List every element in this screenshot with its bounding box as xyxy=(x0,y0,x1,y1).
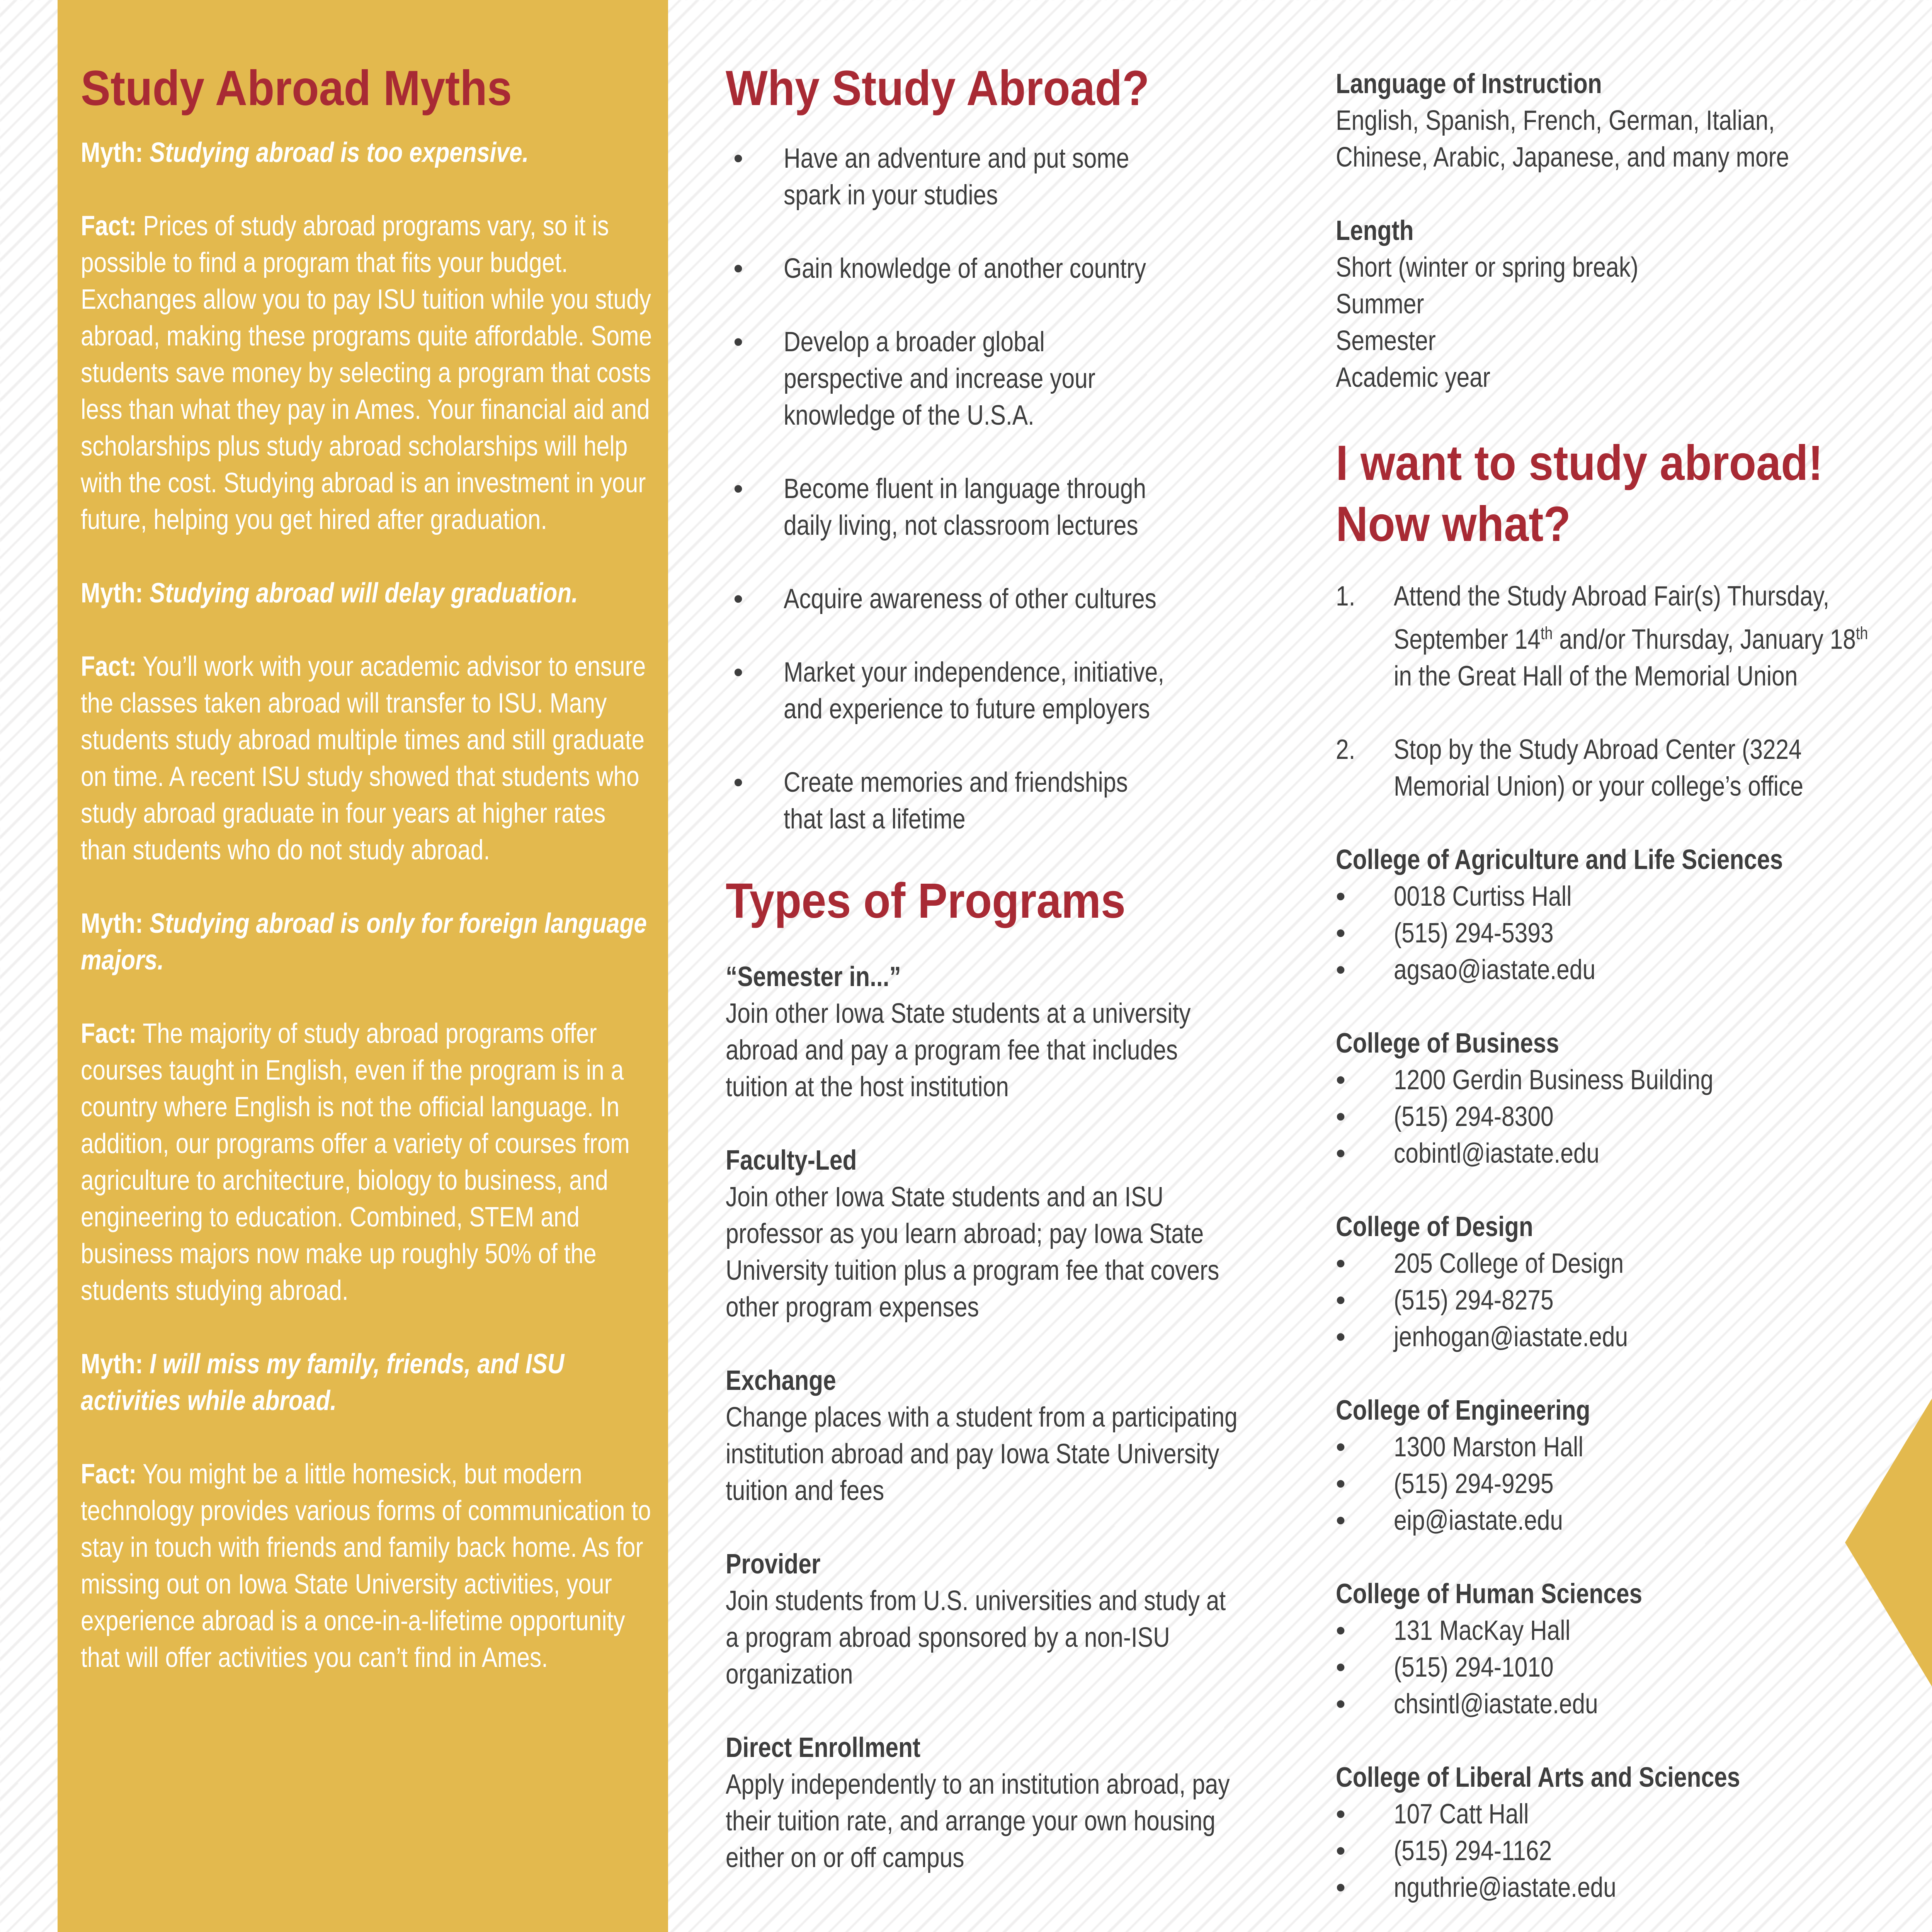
bullet-icon: • xyxy=(733,473,743,504)
bullet-icon: • xyxy=(733,143,743,174)
contact-line xyxy=(1336,1796,1931,1833)
contact-line xyxy=(1336,1099,1931,1135)
bullet-icon: • xyxy=(1336,1248,1346,1279)
program-title: Exchange xyxy=(726,1365,836,1396)
contact-text: 107 Catt Hall xyxy=(1394,1799,1529,1830)
contact-line xyxy=(1336,1282,1931,1319)
program-semester-in xyxy=(726,959,1301,1105)
bullet-icon: • xyxy=(1336,1138,1346,1169)
contact-line xyxy=(1336,1649,1931,1686)
contact-line xyxy=(1336,1319,1931,1355)
myth-2 xyxy=(81,575,652,612)
want-title-line: Now what? xyxy=(1336,497,1571,552)
list-item xyxy=(726,764,1301,838)
contact-line xyxy=(1336,915,1931,952)
length-section xyxy=(1336,213,1931,396)
why-title: Why Study Abroad? xyxy=(726,61,1150,116)
fact-2 xyxy=(81,648,652,869)
length-title: Length xyxy=(1336,215,1414,246)
contact-text: eip@iastate.edu xyxy=(1394,1505,1563,1536)
college-contact xyxy=(1336,1392,1931,1539)
list-item xyxy=(726,140,1301,214)
college-name: College of Design xyxy=(1336,1211,1533,1242)
college-name: College of Liberal Arts and Sciences xyxy=(1336,1762,1740,1793)
bullet-icon: • xyxy=(1336,1872,1346,1903)
bullet-icon: • xyxy=(733,657,743,688)
language-line: English, Spanish, French, German, Italian, xyxy=(1336,105,1775,136)
fact-4 xyxy=(81,1456,652,1676)
bullet-icon: • xyxy=(1336,1432,1346,1463)
myth-3 xyxy=(81,905,652,979)
fact-text: You’ll work with your academic advisor to ensure the classes taken abroad will transfer to ISU. Many students study abroad multiple times and still graduate on time. A recent ISU study showed that students who study abroad graduate in four years at higher rates than students who do not study abroad. xyxy=(81,651,646,866)
program-direct-enrollment xyxy=(726,1730,1301,1876)
myth-label: Myth: xyxy=(81,1349,143,1379)
bullet-icon: • xyxy=(1336,1799,1346,1830)
list-item xyxy=(726,250,1301,287)
fact-label: Fact: xyxy=(81,1018,137,1049)
college-name: College of Agriculture and Life Sciences xyxy=(1336,844,1783,875)
college-contact xyxy=(1336,842,1931,988)
myths-title: Study Abroad Myths xyxy=(81,61,512,116)
contact-line xyxy=(1336,1429,1931,1466)
contact-line xyxy=(1336,1245,1931,1282)
bullet-icon: • xyxy=(1336,881,1346,912)
myths-panel xyxy=(58,0,668,1932)
contact-line xyxy=(1336,1833,1931,1869)
step-text-part: in the Great Hall of the Memorial Union xyxy=(1394,661,1798,692)
bullet-icon: • xyxy=(733,767,743,798)
college-contact xyxy=(1336,1025,1931,1172)
bullet-icon: • xyxy=(733,253,743,284)
myth-label: Myth: xyxy=(81,578,143,609)
myths-body xyxy=(81,134,652,1676)
program-faculty-led xyxy=(726,1142,1301,1326)
program-desc: Apply independently to an institution abroad, pay their tuition rate, and arrange your own housing either on or off campus xyxy=(726,1769,1230,1873)
fact-text: You might be a little homesick, but modern technology provides various forms of communication to stay in touch with friends and family back home. As for missing out on Iowa State University activities, your experience abroad is a once-in-a-lifetime opportunity that will offer activities you can’t find in Ames. xyxy=(81,1459,651,1673)
bullet-icon: • xyxy=(1336,1615,1346,1646)
want-title xyxy=(1336,433,1871,555)
program-title: “Semester in...” xyxy=(726,961,901,992)
step-text-part: Attend the Study Abroad Fair(s) Thursday, September 14 xyxy=(1394,581,1830,655)
contact-text: 1200 Gerdin Business Building xyxy=(1394,1065,1714,1095)
contact-text: (515) 294-1010 xyxy=(1394,1652,1554,1683)
info-column xyxy=(1336,0,1931,1932)
ordinal-suffix: th xyxy=(1540,623,1553,643)
list-item-text: Have an adventure and put some spark in your studies xyxy=(784,143,1129,211)
myth-text: Studying abroad is only for foreign language majors. xyxy=(81,908,647,976)
bullet-icon: • xyxy=(733,327,743,357)
contact-text: 1300 Marston Hall xyxy=(1394,1432,1583,1463)
contact-line xyxy=(1336,878,1931,915)
contact-line xyxy=(1336,1062,1931,1099)
contact-text: (515) 294-8275 xyxy=(1394,1285,1554,1316)
myth-text: Studying abroad is too expensive. xyxy=(150,137,529,168)
fact-1 xyxy=(81,208,652,538)
myth-1 xyxy=(81,134,652,171)
fact-label: Fact: xyxy=(81,211,137,242)
step-number: 2. xyxy=(1336,734,1355,765)
bullet-icon: • xyxy=(1336,1505,1346,1536)
contact-line xyxy=(1336,1135,1931,1172)
program-desc: Change places with a student from a participating institution abroad and pay Iowa State University tuition and fees xyxy=(726,1402,1238,1506)
college-name: College of Business xyxy=(1336,1028,1560,1059)
bullet-icon: • xyxy=(1336,1468,1346,1499)
fact-text: The majority of study abroad programs offer courses taught in English, even if the program is in a country where English is not the official language. In addition, our programs offer a variety of courses from agriculture to architecture, biology to business, and engineering to education. Combined, STEM and business majors now make up roughly 50% of the students studying abroad. xyxy=(81,1018,630,1306)
program-exchange xyxy=(726,1362,1301,1509)
steps-list-start xyxy=(1336,578,1931,805)
ordinal-suffix: th xyxy=(1855,623,1868,643)
contact-text: (515) 294-1162 xyxy=(1394,1835,1552,1866)
types-title: Types of Programs xyxy=(726,873,1126,929)
list-item-text: Acquire awareness of other cultures xyxy=(784,583,1156,614)
step-text-part: and/or Thursday, January 18 xyxy=(1553,624,1856,655)
fact-label: Fact: xyxy=(81,1459,137,1490)
myth-text: Studying abroad will delay graduation. xyxy=(150,578,578,609)
program-desc: Join other Iowa State students and an ISU professor as you learn abroad; pay Iowa State University tuition plus a program fee that covers other program expenses xyxy=(726,1182,1219,1323)
fact-text: Prices of study abroad programs vary, so it is possible to find a program that fits your budget. Exchanges allow you to pay ISU tuition while you study abroad, making these programs quite affordable. Some students save money by selecting a program that costs less than what they pay in Ames. Your financial aid and scholarships plus study abroad scholarships will help with the cost. Studying abroad is an investment in your future, helping you get hired after graduation. xyxy=(81,211,652,535)
contact-text: (515) 294-5393 xyxy=(1394,918,1554,949)
contact-line xyxy=(1336,1466,1931,1502)
college-name: College of Engineering xyxy=(1336,1395,1590,1426)
length-line: Semester xyxy=(1336,325,1436,356)
contact-text: nguthrie@iastate.edu xyxy=(1394,1872,1616,1903)
list-item-text: Become fluent in language through daily living, not classroom lectures xyxy=(784,473,1146,541)
list-item xyxy=(726,471,1301,544)
list-item-text: Create memories and friendships that last a lifetime xyxy=(784,767,1128,835)
why-types-column xyxy=(726,0,1301,1913)
contact-text: (515) 294-9295 xyxy=(1394,1468,1554,1499)
contact-text: 205 College of Design xyxy=(1394,1248,1624,1279)
myth-label: Myth: xyxy=(81,137,143,168)
fact-label: Fact: xyxy=(81,651,137,682)
bullet-icon: • xyxy=(1336,1065,1346,1095)
step-number: 1. xyxy=(1336,581,1355,612)
program-title: Faculty-Led xyxy=(726,1145,857,1176)
contact-line xyxy=(1336,1502,1931,1539)
college-contact xyxy=(1336,1209,1931,1355)
program-title: Direct Enrollment xyxy=(726,1732,921,1763)
contact-text: (515) 294-8300 xyxy=(1394,1101,1554,1132)
length-line: Short (winter or spring break) xyxy=(1336,252,1639,283)
contact-text: 0018 Curtiss Hall xyxy=(1394,881,1572,912)
contact-text: 131 MacKay Hall xyxy=(1394,1615,1571,1646)
bullet-icon: • xyxy=(1336,1652,1346,1683)
college-contact xyxy=(1336,1759,1931,1906)
list-item xyxy=(726,654,1301,728)
bullet-icon: • xyxy=(1336,1101,1346,1132)
program-desc: Join other Iowa State students at a university abroad and pay a program fee that includes tuition at the host institution xyxy=(726,998,1191,1102)
length-line: Summer xyxy=(1336,289,1424,320)
contact-text: chsintl@iastate.edu xyxy=(1394,1689,1598,1719)
myth-label: Myth: xyxy=(81,908,143,939)
list-item-text: Develop a broader global perspective and increase your knowledge of the U.S.A. xyxy=(784,327,1095,431)
program-provider xyxy=(726,1546,1301,1693)
bullet-icon: • xyxy=(1336,1689,1346,1719)
contact-line xyxy=(1336,952,1931,988)
list-item xyxy=(726,324,1301,434)
program-desc: Join students from U.S. universities and study at a program abroad sponsored by a non-ISU organization xyxy=(726,1585,1226,1690)
length-line: Academic year xyxy=(1336,362,1491,393)
step-text: Stop by the Study Abroad Center (3224 Memorial Union) or your college’s office xyxy=(1394,734,1804,802)
step-text xyxy=(1394,578,1871,695)
bullet-icon: • xyxy=(1336,1321,1346,1352)
list-item-text: Market your independence, initiative, and experience to future employers xyxy=(784,657,1165,724)
bullet-icon: • xyxy=(1336,954,1346,985)
bullet-icon: • xyxy=(733,583,743,614)
bullet-icon: • xyxy=(1336,918,1346,949)
bullet-icon: • xyxy=(1336,1285,1346,1316)
list-item-text: Gain knowledge of another country xyxy=(784,253,1146,284)
fact-3 xyxy=(81,1015,652,1309)
myth-text: I will miss my family, friends, and ISU activities while abroad. xyxy=(81,1349,565,1416)
language-line: Chinese, Arabic, Japanese, and many more xyxy=(1336,142,1789,173)
contact-line xyxy=(1336,1686,1931,1723)
program-title: Provider xyxy=(726,1549,821,1580)
contact-text: cobintl@iastate.edu xyxy=(1394,1138,1600,1169)
contact-line xyxy=(1336,1612,1931,1649)
step-item xyxy=(1336,731,1931,805)
why-list xyxy=(726,140,1301,838)
language-title: Language of Instruction xyxy=(1336,68,1602,99)
myth-4 xyxy=(81,1346,652,1419)
step-item xyxy=(1336,578,1931,695)
language-section xyxy=(1336,66,1931,176)
college-name: College of Human Sciences xyxy=(1336,1578,1643,1609)
list-item xyxy=(726,581,1301,617)
contact-text: agsao@iastate.edu xyxy=(1394,954,1596,985)
bullet-icon: • xyxy=(1336,1835,1346,1866)
contact-text: jenhogan@iastate.edu xyxy=(1394,1321,1628,1352)
college-contact xyxy=(1336,1576,1931,1723)
contact-line xyxy=(1336,1869,1931,1906)
want-title-line: I want to study abroad! xyxy=(1336,435,1823,491)
